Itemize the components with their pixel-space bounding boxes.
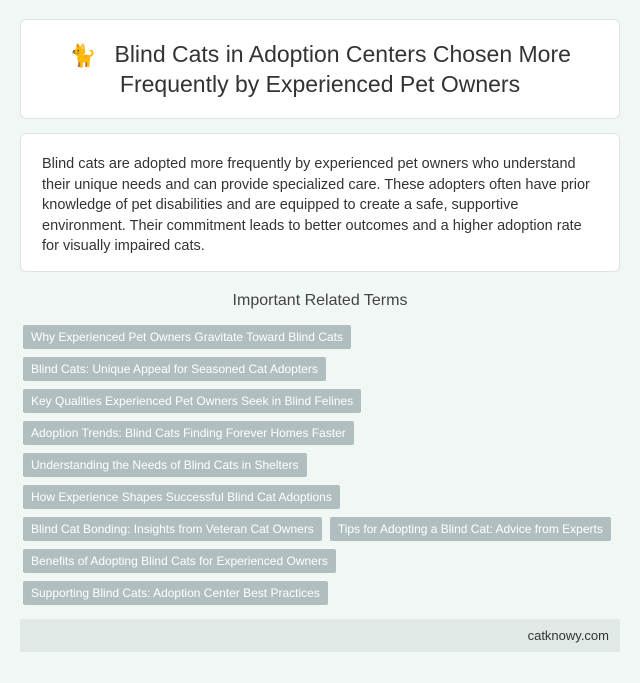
related-term[interactable]: Adoption Trends: Blind Cats Finding Forever Homes Faster [23,421,354,445]
related-terms-list [23,325,623,613]
summary-text: Blind cats are adopted more frequently by experienced pet owners who understand their unique needs and can provide specialized care. These adopters often have prior knowledge of pet disabilities and are equipped to create a safe, supportive environment. Their commitment leads to better outcomes and a higher adoption rate for visually impaired cats. [42,156,590,254]
related-terms-heading: Important Related Terms [232,292,408,309]
footer [20,619,620,652]
cat-icon: 🐈 [69,42,97,68]
summary-card [20,133,620,272]
footer-site-link[interactable]: catknowy.com [527,628,609,643]
related-term[interactable]: Benefits of Adopting Blind Cats for Experienced Owners [23,549,336,573]
related-term[interactable]: How Experience Shapes Successful Blind Cat Adoptions [23,485,340,509]
page-title [45,40,595,99]
title-card [20,19,620,119]
related-term[interactable]: Understanding the Needs of Blind Cats in Shelters [23,453,307,477]
related-term[interactable]: Why Experienced Pet Owners Gravitate Toward Blind Cats [23,325,351,349]
related-term[interactable]: Blind Cats: Unique Appeal for Seasoned Cat Adopters [23,357,326,381]
related-term[interactable]: Supporting Blind Cats: Adoption Center Best Practices [23,581,328,605]
related-term[interactable]: Blind Cat Bonding: Insights from Veteran Cat Owners [23,517,322,541]
related-term[interactable]: Tips for Adopting a Blind Cat: Advice from Experts [330,517,611,541]
related-term[interactable]: Key Qualities Experienced Pet Owners Seek in Blind Felines [23,389,361,413]
page-title-text: Blind Cats in Adoption Centers Chosen More Frequently by Experienced Pet Owners [114,40,571,97]
